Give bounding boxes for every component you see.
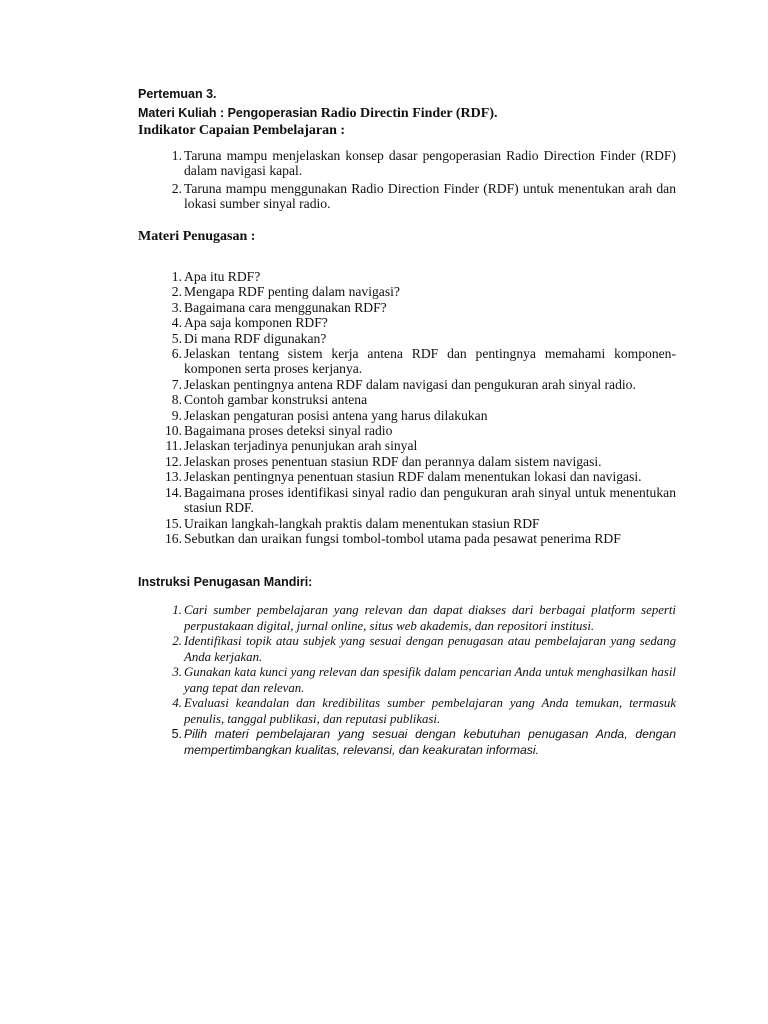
list-item: 6. Jelaskan tentang sistem kerja antena RDF dan pentingnya memahami komponen-komponen serta proses kerjanya.: [171, 346, 676, 377]
list-item: 15. Uraikan langkah-langkah praktis dalam menentukan stasiun RDF: [165, 515, 540, 531]
list-item: 1. Apa itu RDF?: [171, 269, 261, 284]
materi-kuliah-title: Radio Directin Finder (RDF).: [320, 106, 498, 121]
materi-kuliah-heading: [138, 105, 676, 122]
indikator-list: [138, 148, 676, 211]
list-item: 5. Pilih materi pembelajaran yang sesuai dengan kebutuhan penugasan Anda, dengan mempertimbangkan kualitas, relevansi, dan keakuratan informasi.: [171, 727, 676, 757]
list-item: 3. Bagaimana cara menggunakan RDF?: [171, 299, 387, 315]
list-item: 8. Contoh gambar konstruksi antena: [171, 392, 368, 408]
list-item: 16. Sebutkan dan uraikan fungsi tombol-tombol utama pada pesawat penerima RDF: [165, 530, 621, 546]
list-item: 5. Di mana RDF digunakan?: [171, 330, 327, 346]
list-item: 10. Bagaimana proses deteksi sinyal radio: [165, 423, 393, 439]
list-item: 2. Identifikasi topik atau subjek yang sesuai dengan penugasan atau pembelajaran yang sedang Anda kerjakan.: [172, 634, 676, 664]
list-item: 7. Jelaskan pentingnya antena RDF dalam navigasi dan pengukuran arah sinyal radio.: [171, 376, 636, 392]
list-item: 12. Jelaskan proses penentuan stasiun RDF dan perannya dalam sistem navigasi.: [165, 453, 602, 469]
list-item: 2. Taruna mampu menggunakan Radio Direction Finder (RDF) untuk menentukan arah dan lokasi sumber sinyal radio.: [171, 181, 676, 211]
mandiri-heading: Instruksi Penugasan Mandiri:: [138, 575, 313, 590]
pertemuan-heading: Pertemuan 3.: [138, 87, 217, 101]
list-item: 11. Jelaskan terjadinya penunjukan arah sinyal: [165, 438, 418, 454]
list-item: 4. Apa saja komponen RDF?: [171, 315, 328, 331]
list-item: 4. Evaluasi keandalan dan kredibilitas sumber pembelajaran yang Anda temukan, termasuk penulis, tanggal publikasi, dan reputasi publikasi.: [172, 696, 676, 726]
list-item: 9. Jelaskan pengaturan posisi antena yang harus dilakukan: [171, 407, 488, 423]
materi-kuliah-prefix: Materi Kuliah : Pengoperasian: [138, 106, 321, 120]
list-item: 2. Mengapa RDF penting dalam navigasi?: [171, 284, 400, 300]
list-item: 1. Cari sumber pembelajaran yang relevan dan dapat diakses dari berbagai platform seperti perpustakaan digital, jurnal online, situs web akademis, dan repositori institusi.: [172, 603, 676, 633]
list-item: 14. Bagaimana proses identifikasi sinyal radio dan pengukuran arah sinyal untuk menentukan stasiun RDF.: [165, 484, 676, 516]
indikator-heading: Indikator Capaian Pembelajaran :: [138, 123, 346, 138]
list-item: 3. Gunakan kata kunci yang relevan dan spesifik dalam pencarian Anda untuk menghasilkan hasil yang tepat dan relevan.: [172, 665, 676, 695]
list-item: 1. Taruna mampu menjelaskan konsep dasar pengoperasian Radio Direction Finder (RDF) dalam navigasi kapal.: [171, 148, 676, 178]
penugasan-list: [138, 269, 676, 546]
penugasan-heading: Materi Penugasan :: [138, 229, 256, 244]
list-item: 13. Jelaskan pentingnya penentuan stasiun RDF dalam menentukan lokasi dan navigasi.: [165, 469, 642, 485]
mandiri-list: [138, 603, 676, 758]
document-page: [138, 86, 676, 758]
